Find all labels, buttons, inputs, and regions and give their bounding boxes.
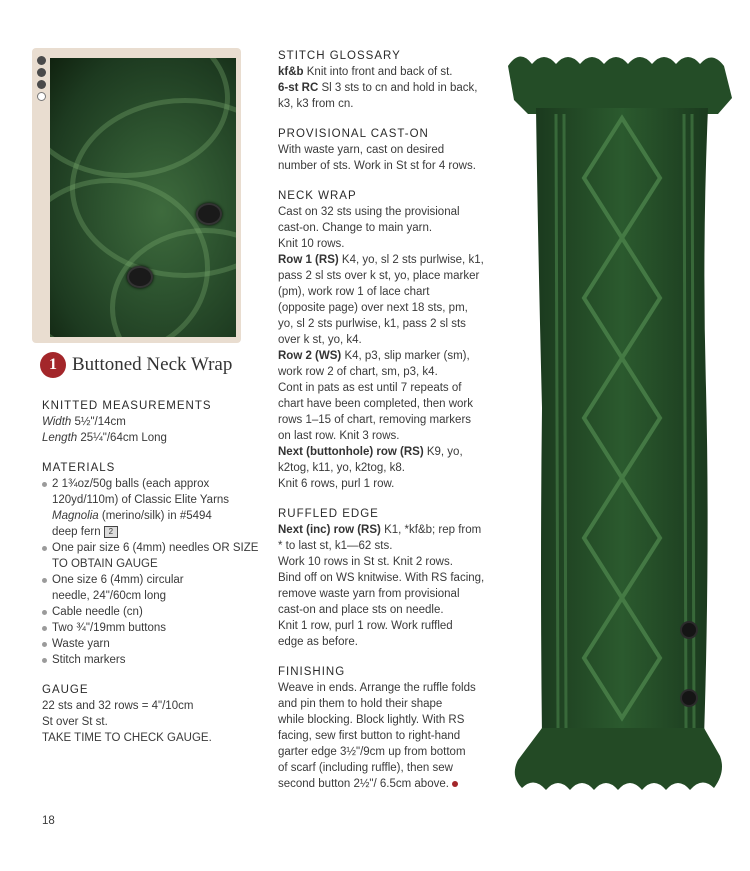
materials-item: Waste yarn — [42, 636, 262, 652]
glossary-heading: STITCH GLOSSARY — [278, 50, 401, 62]
gauge-heading: GAUGE — [42, 684, 89, 696]
nav-dots — [37, 56, 49, 104]
page-number: 18 — [42, 815, 55, 827]
left-column — [42, 398, 262, 760]
materials-section: MATERIALS 2 1¾oz/50g balls (each approx 120yd/110m) of Classic Elite Yarns Magnolia (merino/silk) in #5494 deep fern 2 One pair size 6 (4mm) needles OR SIZE TO OBTAIN GAUGE One size 6 (4mm) circular needle, 24"/60cm long Cable needle (cn) Two ¾"/19mm buttons Waste yarn Stitch markers — [42, 460, 262, 668]
materials-item: 2 1¾oz/50g balls (each approx — [42, 476, 262, 492]
materials-heading: MATERIALS — [42, 462, 116, 474]
nav-dot-empty — [37, 92, 46, 101]
glossary-section: STITCH GLOSSARY kf&b Knit into front and back of st. 6-st RC Sl 3 sts to cn and hold in back, k3, k3 from cn. — [278, 48, 498, 112]
scarf-body — [536, 108, 708, 738]
button-photo-2 — [127, 266, 153, 288]
width-line: Width 5½"/14cm — [42, 416, 126, 428]
length-line: Length 25¼"/64cm Long — [42, 432, 167, 444]
neck-wrap-section: NECK WRAP Cast on 32 sts using the provisional cast-on. Change to main yarn. Knit 10 rows. Row 1 (RS) K4, yo, sl 2 sts purlwise, k1, pass 2 sl sts over k st, yo, place marker (pm), work row 1 of lace chart (opposite page) over next 18 sts, pm, yo, sl 2 sts purlwise, k1, pass 2 sl sts over k st, yo, k4. Row 2 (WS) K4, p3, slip marker (sm), work row 2 of chart, sm, p3, k4. Cont in pats as est until 7 repeats of chart have been completed, then work rows 1–15 of chart, removing markers on last row. Knit 3 rows. Next (buttonhole) row (RS) K9, yo, k2tog, k11, yo, k2tog, k8. Knit 6 rows, purl 1 row. — [278, 188, 498, 492]
nav-dot — [37, 56, 46, 65]
knitted-wrap-photo — [50, 58, 236, 337]
finishing-section: FINISHING Weave in ends. Arrange the ruffle folds and pin them to hold their shape while blocking. Block lightly. With RS facing, sew first button to right-hand garter edge 3½"/9cm up from bottom of scarf (including ruffle), then sew second button 2½"/ 6.5cm above. — [278, 664, 498, 792]
bottom-ruffle — [515, 728, 722, 790]
nav-dot — [37, 68, 46, 77]
pattern-title-text: Buttoned Neck Wrap — [72, 354, 233, 375]
finishing-heading: FINISHING — [278, 666, 346, 678]
ruffled-edge-section: RUFFLED EDGE Next (inc) row (RS) K1, *kf&b; rep from * to last st, k1—62 sts. Work 10 rows in St st. Knit 2 rows. Bind off on WS knitwise. With RS facing, remove waste yarn from provisional cast-on and place sts on needle. Knit 1 row, purl 1 row. Work ruffled edge as before. — [278, 506, 498, 650]
materials-item: Two ¾"/19mm buttons — [42, 620, 262, 636]
knitted-scarf-image — [506, 48, 734, 808]
measurements-heading: KNITTED MEASUREMENTS — [42, 400, 212, 412]
yarn-weight-icon: 2 — [104, 526, 118, 538]
materials-item: One pair size 6 (4mm) needles OR SIZE — [42, 540, 262, 556]
gauge-section: GAUGE 22 sts and 32 rows = 4"/10cm St over St st. TAKE TIME TO CHECK GAUGE. — [42, 682, 262, 746]
scarf-button-upper — [681, 622, 697, 638]
provisional-heading: PROVISIONAL CAST-ON — [278, 128, 429, 140]
top-ruffle — [508, 56, 732, 114]
end-mark-icon — [452, 781, 458, 787]
middle-column — [278, 48, 498, 806]
neck-wrap-heading: NECK WRAP — [278, 190, 357, 202]
scarf-button-lower — [681, 690, 697, 706]
pattern-title — [40, 352, 232, 378]
nav-dot — [37, 80, 46, 89]
button-photo-1 — [196, 203, 222, 225]
provisional-section: PROVISIONAL CAST-ON With waste yarn, cast on desired number of sts. Work in St st for 4 rows. — [278, 126, 498, 174]
materials-item: One size 6 (4mm) circular — [42, 572, 262, 588]
materials-item: Cable needle (cn) — [42, 604, 262, 620]
pattern-number-badge: 1 — [40, 352, 66, 378]
materials-item: Stitch markers — [42, 652, 262, 668]
ruffled-edge-heading: RUFFLED EDGE — [278, 508, 379, 520]
measurements-section — [42, 398, 262, 446]
